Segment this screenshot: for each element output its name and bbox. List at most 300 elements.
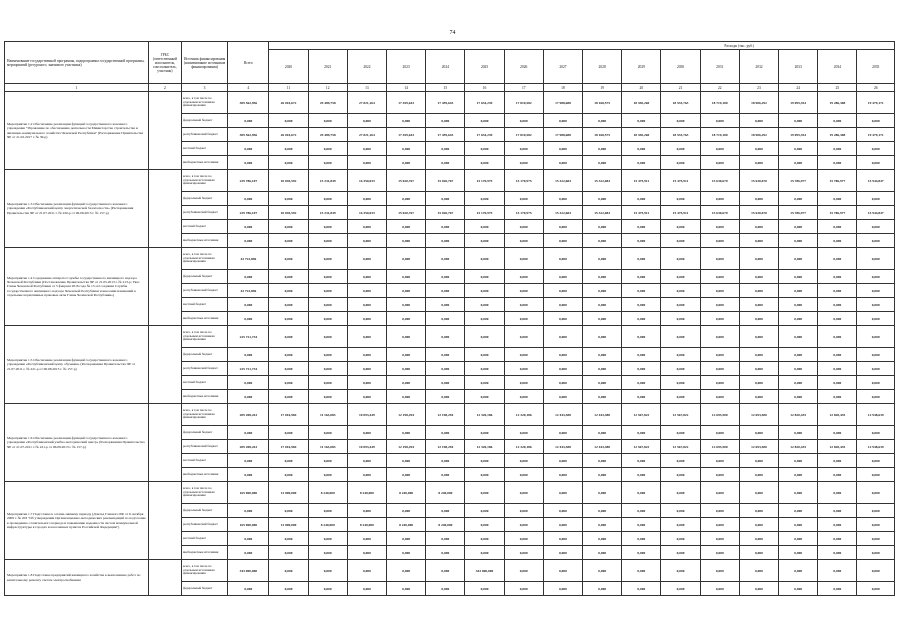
value-cell: 0,000: [426, 248, 465, 270]
grbs-cell: [148, 404, 181, 482]
value-cell: 0,000: [661, 504, 700, 518]
table-row: [5, 482, 895, 504]
value-cell: 0,000: [739, 248, 778, 270]
value-cell: 0,000: [347, 234, 386, 248]
value-cell: 0,000: [543, 560, 582, 582]
header-name: Наименование государственной программы, подпрограммы государственной программы, мероприятий (ресурсного, значимого участника): [5, 42, 149, 84]
value-cell: 0,000: [387, 390, 426, 404]
value-cell: 0,000: [779, 560, 818, 582]
table-row: [5, 404, 895, 426]
value-cell: 18 350,260: [622, 128, 661, 142]
value-cell: 0,000: [622, 546, 661, 560]
value-cell: 0,000: [347, 362, 386, 376]
value-cell: 0,000: [661, 298, 700, 312]
value-cell: 0,000: [779, 270, 818, 284]
value-cell: 0,000: [779, 114, 818, 128]
value-cell: 0,000: [347, 270, 386, 284]
value-cell: 0,000: [269, 426, 308, 440]
value-cell: 0,000: [426, 114, 465, 128]
value-cell: 0,000: [387, 248, 426, 270]
value-cell: 0,000: [426, 468, 465, 482]
value-cell: 0,000: [818, 468, 857, 482]
value-cell: 0,000: [426, 582, 465, 596]
value-cell: 26 010,672: [269, 128, 308, 142]
value-cell: 0,000: [700, 326, 739, 348]
column-number: 24: [779, 84, 818, 92]
value-cell: 0,000: [818, 284, 857, 298]
value-cell: 0,000: [426, 298, 465, 312]
total-cell: 0,000: [228, 582, 269, 596]
value-cell: 0,000: [779, 426, 818, 440]
total-cell: 0,000: [228, 142, 269, 156]
value-cell: 0,000: [661, 582, 700, 596]
value-cell: 0,000: [308, 582, 347, 596]
year-header: 2020: [269, 50, 308, 84]
value-cell: 0,000: [779, 192, 818, 206]
value-cell: 0,000: [308, 426, 347, 440]
value-cell: 0,000: [857, 284, 895, 298]
value-cell: 343 000,000: [465, 560, 504, 582]
value-cell: 0,000: [543, 234, 582, 248]
value-cell: 8 240,000: [387, 482, 426, 504]
value-cell: 0,000: [818, 518, 857, 532]
value-cell: 0,000: [308, 532, 347, 546]
total-cell: 0,000: [228, 156, 269, 170]
value-cell: 0,000: [857, 390, 895, 404]
value-cell: 12 567,822: [661, 440, 700, 454]
value-cell: 15 475,911: [622, 170, 661, 192]
value-cell: 0,000: [661, 234, 700, 248]
value-cell: 0,000: [308, 234, 347, 248]
value-cell: 0,000: [347, 546, 386, 560]
value-cell: 17 459,643: [387, 92, 426, 114]
source-label: республиканский бюджет: [181, 518, 227, 532]
value-cell: 0,000: [387, 326, 426, 348]
value-cell: 0,000: [504, 284, 543, 298]
source-label: всего, в том числе по отдельным источникам финансирования: [181, 170, 227, 192]
source-label: всего, в том числе по отдельным источникам финансирования: [181, 482, 227, 504]
value-cell: 0,000: [661, 376, 700, 390]
value-cell: 0,000: [779, 582, 818, 596]
value-cell: 0,000: [426, 234, 465, 248]
value-cell: 0,000: [739, 234, 778, 248]
value-cell: 0,000: [779, 482, 818, 504]
value-cell: 15 630,670: [739, 170, 778, 192]
header-expenses: Расходы (тыс. руб.): [269, 42, 895, 50]
value-cell: 26 010,672: [269, 92, 308, 114]
value-cell: 0,000: [347, 390, 386, 404]
value-cell: 0,000: [583, 348, 622, 362]
value-cell: 0,000: [465, 482, 504, 504]
value-cell: 0,000: [308, 156, 347, 170]
value-cell: 0,000: [426, 532, 465, 546]
value-cell: 0,000: [269, 248, 308, 270]
value-cell: 15 630,670: [739, 206, 778, 220]
value-cell: 15 020,767: [387, 170, 426, 192]
value-cell: 0,000: [583, 454, 622, 468]
grbs-cell: [148, 170, 181, 248]
value-cell: 8 240,000: [308, 482, 347, 504]
total-cell: 0,000: [228, 532, 269, 546]
value-cell: 0,000: [583, 142, 622, 156]
value-cell: 12 693,500: [739, 440, 778, 454]
value-cell: 0,000: [818, 362, 857, 376]
value-cell: 8 240,000: [426, 518, 465, 532]
value-cell: 0,000: [818, 270, 857, 284]
value-cell: 0,000: [857, 504, 895, 518]
total-cell: 309 562,956: [228, 92, 269, 114]
value-cell: 0,000: [543, 362, 582, 376]
measure-name: Мероприятие 1.4 Содержание аппарата Службы государственного жилищного надзора Чеченской Республики (Постановление Правительства ЧР от 21.05.2013 г. № 213-р; Указ Главы Чеченской Республики от 5 февраля 2016 года № 13 «О создании Службы государственного жилищного надзора Чеченской Республики и внесении изменений в отдельные нормативные правовые акты Главы Чеченской Республики»): [5, 248, 149, 326]
source-label: местный бюджет: [181, 298, 227, 312]
value-cell: 19 095,354: [779, 92, 818, 114]
value-cell: 0,000: [308, 362, 347, 376]
value-cell: 0,000: [426, 312, 465, 326]
value-cell: 0,000: [387, 504, 426, 518]
value-cell: 0,000: [504, 298, 543, 312]
value-cell: 0,000: [387, 454, 426, 468]
value-cell: 0,000: [622, 192, 661, 206]
source-label: местный бюджет: [181, 376, 227, 390]
year-header: 2031: [700, 50, 739, 84]
value-cell: 0,000: [739, 348, 778, 362]
value-cell: 0,000: [700, 312, 739, 326]
value-cell: 0,000: [269, 284, 308, 298]
value-cell: 15 944,847: [857, 206, 895, 220]
value-cell: 0,000: [739, 376, 778, 390]
value-cell: 0,000: [857, 298, 895, 312]
value-cell: 0,000: [739, 192, 778, 206]
value-cell: 0,000: [622, 426, 661, 440]
value-cell: 12 443,388: [543, 440, 582, 454]
value-cell: 8 240,000: [347, 518, 386, 532]
year-header: 2035: [857, 50, 895, 84]
value-cell: 0,000: [818, 142, 857, 156]
value-cell: 0,000: [465, 284, 504, 298]
value-cell: 0,000: [426, 454, 465, 468]
year-header: 2032: [739, 50, 778, 84]
value-cell: 0,000: [818, 504, 857, 518]
value-cell: 0,000: [543, 220, 582, 234]
value-cell: 12 198,294: [387, 440, 426, 454]
value-cell: 0,000: [426, 156, 465, 170]
value-cell: 0,000: [700, 192, 739, 206]
column-number: 17: [504, 84, 543, 92]
column-number: 12: [308, 84, 347, 92]
value-cell: 0,000: [583, 270, 622, 284]
value-cell: 0,000: [387, 234, 426, 248]
value-cell: 0,000: [857, 468, 895, 482]
value-cell: 0,000: [347, 192, 386, 206]
grbs-cell: [148, 92, 181, 170]
value-cell: 0,000: [308, 454, 347, 468]
value-cell: 0,000: [661, 426, 700, 440]
value-cell: 0,000: [857, 220, 895, 234]
value-cell: 13 000,000: [269, 482, 308, 504]
value-cell: 0,000: [543, 248, 582, 270]
table-row: [5, 326, 895, 348]
value-cell: 0,000: [661, 468, 700, 482]
value-cell: 0,000: [700, 426, 739, 440]
value-cell: 0,000: [504, 546, 543, 560]
value-cell: 17 810,582: [504, 92, 543, 114]
value-cell: 0,000: [779, 156, 818, 170]
value-cell: 0,000: [779, 390, 818, 404]
value-cell: 12 320,186: [504, 440, 543, 454]
value-cell: 0,000: [661, 348, 700, 362]
value-cell: 15 322,684: [543, 170, 582, 192]
value-cell: 0,000: [504, 312, 543, 326]
total-cell: 0,000: [228, 312, 269, 326]
value-cell: 0,000: [779, 326, 818, 348]
value-cell: 0,000: [543, 192, 582, 206]
value-cell: 0,000: [700, 546, 739, 560]
value-cell: 15 020,767: [426, 170, 465, 192]
value-cell: 19 286,308: [818, 128, 857, 142]
value-cell: 17 016,969: [269, 440, 308, 454]
value-cell: 0,000: [857, 348, 895, 362]
value-cell: 0,000: [387, 312, 426, 326]
value-cell: 0,000: [622, 518, 661, 532]
column-number: 26: [857, 84, 895, 92]
value-cell: 0,000: [622, 532, 661, 546]
value-cell: 0,000: [387, 546, 426, 560]
value-cell: 0,000: [818, 220, 857, 234]
value-cell: 0,000: [347, 582, 386, 596]
value-cell: 15 231,849: [308, 206, 347, 220]
value-cell: 8 240,000: [308, 518, 347, 532]
value-cell: 0,000: [583, 298, 622, 312]
total-cell: 0,000: [228, 220, 269, 234]
value-cell: 12 198,294: [426, 440, 465, 454]
value-cell: 0,000: [308, 326, 347, 348]
value-cell: 0,000: [818, 560, 857, 582]
value-cell: 0,000: [583, 248, 622, 270]
value-cell: 0,000: [269, 454, 308, 468]
total-cell: 43 722,896: [228, 284, 269, 298]
value-cell: 0,000: [465, 156, 504, 170]
value-cell: 0,000: [308, 560, 347, 582]
total-cell: 209 208,261: [228, 404, 269, 426]
value-cell: 0,000: [779, 468, 818, 482]
value-cell: 0,000: [543, 348, 582, 362]
value-cell: 0,000: [504, 326, 543, 348]
value-cell: 0,000: [622, 326, 661, 348]
value-cell: 10 045,592: [269, 206, 308, 220]
value-cell: 0,000: [818, 376, 857, 390]
value-cell: 0,000: [543, 518, 582, 532]
value-cell: 18 350,260: [622, 92, 661, 114]
source-label: внебюджетные источники: [181, 312, 227, 326]
column-number: 13: [347, 84, 386, 92]
value-cell: 0,000: [818, 482, 857, 504]
value-cell: 19 479,171: [857, 92, 895, 114]
value-cell: 0,000: [347, 156, 386, 170]
value-cell: 0,000: [387, 156, 426, 170]
column-number: 23: [739, 84, 778, 92]
value-cell: 0,000: [387, 376, 426, 390]
value-cell: 0,000: [779, 312, 818, 326]
value-cell: 0,000: [387, 270, 426, 284]
value-cell: 0,000: [739, 156, 778, 170]
value-cell: 0,000: [779, 220, 818, 234]
value-cell: 0,000: [739, 468, 778, 482]
value-cell: 0,000: [347, 248, 386, 270]
value-cell: 0,000: [661, 220, 700, 234]
value-cell: 0,000: [661, 546, 700, 560]
value-cell: 0,000: [857, 326, 895, 348]
value-cell: 0,000: [857, 248, 895, 270]
value-cell: 0,000: [700, 532, 739, 546]
value-cell: 0,000: [308, 192, 347, 206]
value-cell: 17 988,688: [543, 92, 582, 114]
value-cell: 0,000: [700, 362, 739, 376]
value-cell: 15 170,975: [504, 170, 543, 192]
value-cell: 17 459,643: [426, 128, 465, 142]
column-number: 4: [228, 84, 269, 92]
value-cell: 0,000: [779, 284, 818, 298]
value-cell: 0,000: [543, 468, 582, 482]
value-cell: 0,000: [308, 220, 347, 234]
value-cell: 0,000: [347, 114, 386, 128]
value-cell: 0,000: [426, 504, 465, 518]
value-cell: 0,000: [857, 426, 895, 440]
value-cell: 0,000: [661, 532, 700, 546]
value-cell: 0,000: [700, 270, 739, 284]
value-cell: 0,000: [700, 582, 739, 596]
source-label: местный бюджет: [181, 142, 227, 156]
source-label: внебюджетные источники: [181, 234, 227, 248]
value-cell: 0,000: [739, 220, 778, 234]
value-cell: 0,000: [661, 390, 700, 404]
value-cell: 0,000: [661, 270, 700, 284]
value-cell: 0,000: [426, 326, 465, 348]
value-cell: 0,000: [661, 248, 700, 270]
value-cell: 0,000: [739, 362, 778, 376]
value-cell: 0,000: [622, 298, 661, 312]
value-cell: 12 948,639: [857, 440, 895, 454]
value-cell: 0,000: [818, 426, 857, 440]
value-cell: 0,000: [739, 546, 778, 560]
source-label: местный бюджет: [181, 454, 227, 468]
value-cell: 0,000: [308, 546, 347, 560]
value-cell: 0,000: [426, 362, 465, 376]
value-cell: 19 286,308: [818, 92, 857, 114]
value-cell: 0,000: [779, 518, 818, 532]
value-cell: 0,000: [308, 270, 347, 284]
value-cell: 0,000: [622, 220, 661, 234]
value-cell: 0,000: [622, 468, 661, 482]
value-cell: 0,000: [622, 482, 661, 504]
value-cell: 0,000: [622, 156, 661, 170]
value-cell: 0,000: [504, 348, 543, 362]
value-cell: 0,000: [818, 532, 857, 546]
measure-name: Мероприятие 1.3 Обеспечение реализации функций государственного казенного учреждения «Республиканский центр энергетической безопасности» (Распоряжения Правительства ЧР от 21.07.2011 г. № 220-р от 06.08.2013 г. № 157-р): [5, 170, 149, 248]
value-cell: 0,000: [739, 270, 778, 284]
table-row: [5, 560, 895, 582]
column-number: 20: [622, 84, 661, 92]
value-cell: 0,000: [426, 220, 465, 234]
source-label: республиканский бюджет: [181, 362, 227, 376]
value-cell: 15 020,767: [426, 206, 465, 220]
value-cell: 0,000: [269, 362, 308, 376]
value-cell: 0,000: [347, 348, 386, 362]
year-header: 2024: [426, 50, 465, 84]
value-cell: 12 693,500: [700, 404, 739, 426]
value-cell: 0,000: [308, 376, 347, 390]
total-cell: 209 208,261: [228, 440, 269, 454]
value-cell: 0,000: [700, 156, 739, 170]
value-cell: 0,000: [269, 192, 308, 206]
value-cell: 0,000: [700, 248, 739, 270]
value-cell: 0,000: [857, 312, 895, 326]
table-row: [5, 170, 895, 192]
source-label: внебюджетные источники: [181, 156, 227, 170]
value-cell: 0,000: [426, 376, 465, 390]
value-cell: 0,000: [583, 234, 622, 248]
value-cell: 0,000: [622, 348, 661, 362]
source-label: местный бюджет: [181, 220, 227, 234]
value-cell: 12 198,294: [426, 404, 465, 426]
value-cell: 0,000: [465, 220, 504, 234]
value-cell: 0,000: [583, 312, 622, 326]
value-cell: 17 634,239: [465, 92, 504, 114]
value-cell: 0,000: [583, 468, 622, 482]
value-cell: 0,000: [739, 390, 778, 404]
value-cell: 0,000: [426, 192, 465, 206]
value-cell: 0,000: [857, 376, 895, 390]
value-cell: 18 719,100: [700, 128, 739, 142]
value-cell: 0,000: [622, 454, 661, 468]
value-cell: 0,000: [465, 532, 504, 546]
value-cell: 12 443,388: [543, 404, 582, 426]
value-cell: 0,000: [308, 390, 347, 404]
value-cell: 0,000: [543, 114, 582, 128]
total-cell: 165 000,000: [228, 518, 269, 532]
value-cell: 15 475,911: [622, 206, 661, 220]
value-cell: 11 163,083: [308, 404, 347, 426]
value-cell: 0,000: [700, 376, 739, 390]
value-cell: 0,000: [465, 348, 504, 362]
value-cell: 0,000: [661, 284, 700, 298]
year-header: 2025: [465, 50, 504, 84]
value-cell: 0,000: [583, 426, 622, 440]
source-label: республиканский бюджет: [181, 284, 227, 298]
value-cell: 0,000: [779, 348, 818, 362]
value-cell: 10 045,592: [269, 170, 308, 192]
value-cell: 0,000: [818, 248, 857, 270]
value-cell: 0,000: [504, 482, 543, 504]
value-cell: 0,000: [583, 560, 622, 582]
value-cell: 0,000: [504, 560, 543, 582]
value-cell: 0,000: [857, 546, 895, 560]
value-cell: 0,000: [857, 532, 895, 546]
source-label: федеральный бюджет: [181, 192, 227, 206]
value-cell: 0,000: [583, 518, 622, 532]
value-cell: 0,000: [779, 546, 818, 560]
value-cell: 0,000: [779, 362, 818, 376]
value-cell: 0,000: [779, 532, 818, 546]
value-cell: 17 634,239: [465, 128, 504, 142]
value-cell: 0,000: [269, 114, 308, 128]
value-cell: 0,000: [347, 376, 386, 390]
value-cell: 0,000: [465, 248, 504, 270]
value-cell: 16 350,033: [347, 170, 386, 192]
value-cell: 0,000: [426, 426, 465, 440]
value-cell: 0,000: [622, 390, 661, 404]
value-cell: 12 443,388: [583, 404, 622, 426]
value-cell: 0,000: [583, 362, 622, 376]
